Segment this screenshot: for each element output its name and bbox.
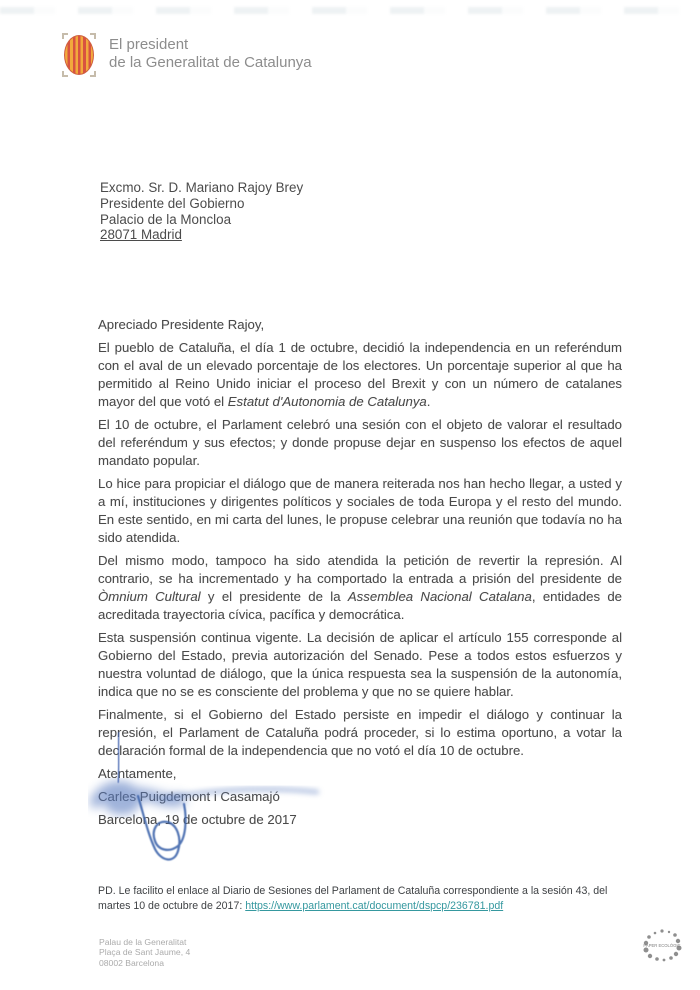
paragraph-4 <box>98 552 622 624</box>
salutation: Apreciado Presidente Rajoy, <box>98 317 265 332</box>
footer-address <box>99 937 190 968</box>
recipient-name: Excmo. Sr. D. Mariano Rajoy Brey <box>100 180 304 195</box>
paragraph-2: El 10 de octubre, el Parlament celebró una sesión con el objeto de valorar el resultado del referéndum y sus efectos; y donde propuse dejar en suspenso los efectos de aquel mandato popular. <box>98 417 622 468</box>
postscript-link[interactable]: https://www.parlament.cat/document/dspcp/236781.pdf <box>245 900 504 912</box>
postscript <box>98 884 630 914</box>
paragraph-1-text: El pueblo de Cataluña, el día 1 de octubre, decidió la independencia en un referéndum con el aval de un elevado porcentaje de los electores. Un porcentaje superior al que ha permitido al Reino Unido iniciar el proceso del Brexit y con un número de catalanes mayor del que votó el <box>98 340 622 409</box>
footer-line2: Plaça de Sant Jaume, 4 <box>99 947 191 958</box>
recipient-block <box>100 180 303 243</box>
closing: Atentamente, <box>98 766 177 781</box>
italic-estatut: Estatut d'Autonomia de Catalunya <box>227 394 427 409</box>
letterhead-line1: El president <box>109 36 189 53</box>
paragraph-4-mid: y el presidente de la <box>200 589 348 604</box>
paragraph-4-text: Del mismo modo, tampoco ha sido atendida la petición de revertir la represión. Al contrario, se ha incrementado y ha comportado la entrada a prisión del presidente de <box>98 553 622 586</box>
scan-artifact-streak <box>0 7 700 14</box>
paragraph-1-end: . <box>426 394 431 409</box>
letterhead <box>62 33 312 77</box>
recipient-place: Palacio de la Moncloa <box>100 211 232 227</box>
paper-ecologic-label: PAPER ECOLÒGIC <box>643 943 681 948</box>
recipient-city: 28071 Madrid <box>100 227 182 243</box>
signer-name: Carles Puigdemont i Casamajó <box>98 789 280 804</box>
paper-ecologic-icon <box>637 922 687 976</box>
date-line: Barcelona, 19 de octubre de 2017 <box>98 812 297 827</box>
letterhead-title <box>109 33 312 71</box>
letter-body <box>98 316 622 834</box>
paragraph-3: Lo hice para propiciar el diálogo que de manera reiterada nos han hecho llegar, a usted y a mí, instituciones y dirigentes políticos y sociales de toda Europa y el resto del mundo. En este sentido, en mi carta del lunes, le propuse celebrar una reunión que todavía no ha sido atendida. <box>98 476 622 545</box>
italic-assemblea: Assemblea Nacional Catalana <box>347 589 532 604</box>
footer-line3: 08002 Barcelona <box>99 957 164 968</box>
paragraph-4-end: , entidades de acreditada trayectoria cívica, pacífica y democrática. <box>98 589 623 622</box>
paragraph-1 <box>98 339 622 411</box>
paragraph-5: Esta suspensión continua vigente. La decisión de aplicar el artículo 155 corresponde al Gobierno del Estado, previa autorización del Senado. Pese a todos estos esfuerzos y nuestra voluntad de diálogo, que la única respuesta sea la suspensión de la autonomía, indica que no se es consciente del problema y que no se quiere hablar. <box>98 630 622 699</box>
postscript-text: PD. Le facilito el enlace al Diario de Sesiones del Parlament de Cataluña correspondiente a la sesión 43, del martes 10 de octubre de 2017: <box>98 885 608 912</box>
letterhead-line2: de la Generalitat de Catalunya <box>109 53 312 71</box>
generalitat-shield-icon <box>62 33 96 77</box>
recipient-title: Presidente del Gobierno <box>100 195 245 211</box>
paragraph-6: Finalmente, si el Gobierno del Estado persiste en impedir el diálogo y continuar la represión, el Parlament de Cataluña podrá proceder, si lo estima oportuno, a votar la declaración formal de la independencia que no votó el día 10 de octubre. <box>98 707 622 758</box>
italic-omnium: Òmnium Cultural <box>98 589 201 604</box>
footer-line1: Palau de la Generalitat <box>99 937 187 947</box>
